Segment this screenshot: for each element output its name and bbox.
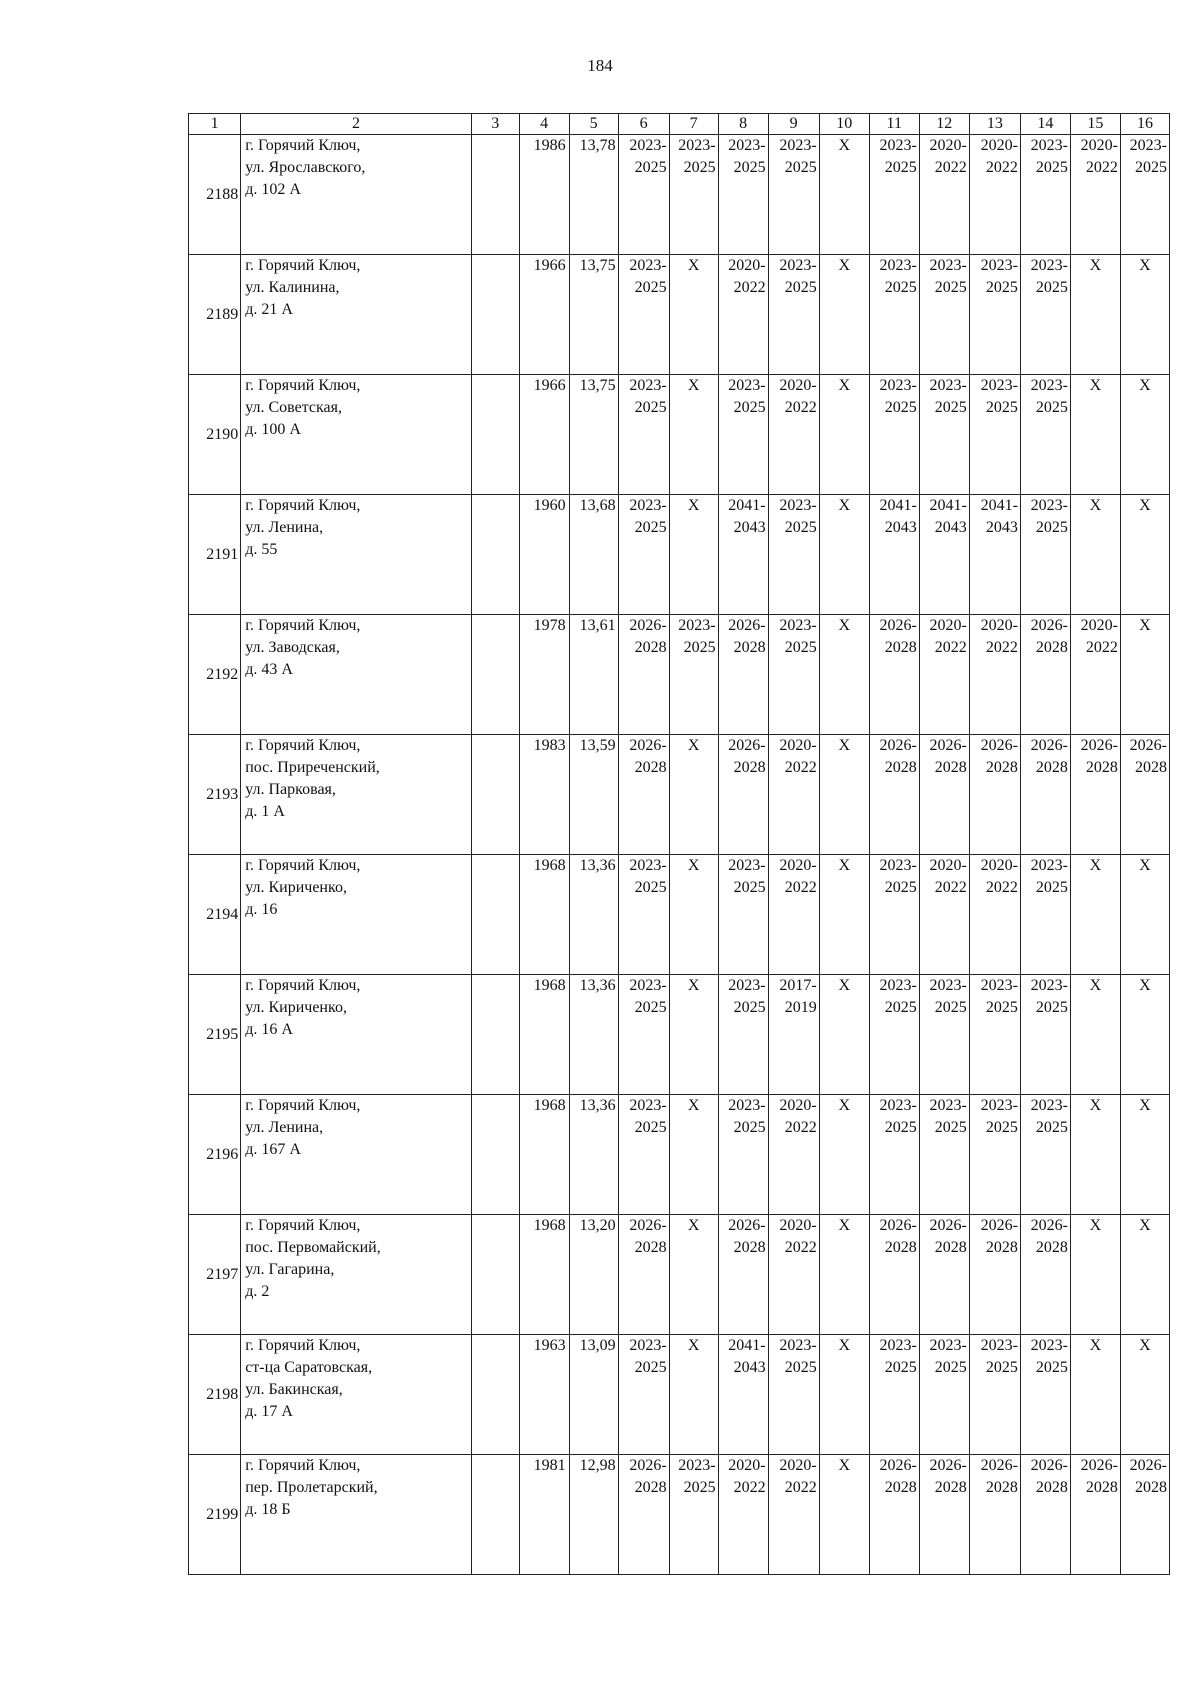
period-cell-col-16: 2026- 2028 xyxy=(1120,735,1169,855)
period-cell-col-7: X xyxy=(669,495,718,615)
period-cell-col-15: X xyxy=(1070,375,1120,495)
period-cell-col-9: 2023- 2025 xyxy=(768,1335,819,1455)
address-line: ул. Ярославского, xyxy=(245,159,366,176)
period-cell-col-16: X xyxy=(1120,615,1169,735)
period-cell-col-14: 2023- 2025 xyxy=(1020,495,1070,615)
row-number: 2189 xyxy=(189,255,241,375)
table-row xyxy=(189,1335,1170,1455)
period-cell-col-8: 2041- 2043 xyxy=(718,495,768,615)
period-cell-col-6: 2023- 2025 xyxy=(618,1095,669,1215)
column-header-8: 8 xyxy=(718,114,768,135)
period-cell-col-13: 2026- 2028 xyxy=(969,1455,1020,1575)
row-number: 2197 xyxy=(189,1215,241,1335)
period-cell-col-7: X xyxy=(669,855,718,975)
period-cell-col-10: X xyxy=(819,375,869,495)
address-line: г. Горячий Ключ, xyxy=(245,137,361,154)
period-cell-col-7: X xyxy=(669,735,718,855)
address-line: ул. Кириченко, xyxy=(245,999,347,1016)
period-cell-col-8: 2023- 2025 xyxy=(718,135,768,255)
address-cell xyxy=(241,1335,472,1455)
period-cell-col-14: 2026- 2028 xyxy=(1020,1455,1070,1575)
table-row xyxy=(189,1215,1170,1335)
column-3-cell xyxy=(471,1335,519,1455)
table-row xyxy=(189,855,1170,975)
address-line: ул. Заводская, xyxy=(245,639,340,656)
row-number: 2199 xyxy=(189,1455,241,1575)
period-cell-col-9: 2023- 2025 xyxy=(768,495,819,615)
period-cell-col-8: 2026- 2028 xyxy=(718,1215,768,1335)
period-cell-col-8: 2023- 2025 xyxy=(718,375,768,495)
year-cell: 1986 xyxy=(519,135,569,255)
address-line: д. 100 А xyxy=(245,421,301,438)
address-line: г. Горячий Ключ, xyxy=(245,737,361,754)
period-cell-col-14: 2026- 2028 xyxy=(1020,615,1070,735)
address-line: д. 55 xyxy=(245,541,278,558)
period-cell-col-7: X xyxy=(669,1095,718,1215)
row-number: 2195 xyxy=(189,975,241,1095)
year-cell: 1968 xyxy=(519,855,569,975)
table-row xyxy=(189,495,1170,615)
period-cell-col-16: X xyxy=(1120,1335,1169,1455)
period-cell-col-6: 2023- 2025 xyxy=(618,255,669,375)
address-line: г. Горячий Ключ, xyxy=(245,1217,361,1234)
period-cell-col-9: 2020- 2022 xyxy=(768,1095,819,1215)
year-cell: 1968 xyxy=(519,975,569,1095)
column-header-13: 13 xyxy=(969,114,1020,135)
table-row xyxy=(189,1455,1170,1575)
row-number: 2188 xyxy=(189,135,241,255)
register-table xyxy=(188,113,1170,1575)
value-cell: 13,68 xyxy=(569,495,618,615)
period-cell-col-7: 2023- 2025 xyxy=(669,1455,718,1575)
period-cell-col-13: 2020- 2022 xyxy=(969,135,1020,255)
period-cell-col-12: 2023- 2025 xyxy=(919,1335,969,1455)
value-cell: 13,09 xyxy=(569,1335,618,1455)
column-3-cell xyxy=(471,975,519,1095)
column-header-16: 16 xyxy=(1120,114,1169,135)
period-cell-col-6: 2023- 2025 xyxy=(618,1335,669,1455)
period-cell-col-15: X xyxy=(1070,1335,1120,1455)
page-number: 184 xyxy=(587,56,613,75)
period-cell-col-6: 2026- 2028 xyxy=(618,1455,669,1575)
period-cell-col-8: 2020- 2022 xyxy=(718,255,768,375)
period-cell-col-13: 2023- 2025 xyxy=(969,1095,1020,1215)
period-cell-col-10: X xyxy=(819,495,869,615)
period-cell-col-15: 2026- 2028 xyxy=(1070,735,1120,855)
period-cell-col-16: 2023- 2025 xyxy=(1120,135,1169,255)
address-line: г. Горячий Ключ, xyxy=(245,497,361,514)
address-line: г. Горячий Ключ, xyxy=(245,1337,361,1354)
address-line: ул. Парковая, xyxy=(245,781,336,798)
period-cell-col-8: 2023- 2025 xyxy=(718,1095,768,1215)
year-cell: 1983 xyxy=(519,735,569,855)
address-line: пер. Пролетарский, xyxy=(245,1479,378,1496)
address-line: д. 102 А xyxy=(245,181,301,198)
column-3-cell xyxy=(471,615,519,735)
year-cell: 1963 xyxy=(519,1335,569,1455)
value-cell: 13,78 xyxy=(569,135,618,255)
row-number: 2198 xyxy=(189,1335,241,1455)
period-cell-col-14: 2023- 2025 xyxy=(1020,135,1070,255)
table-row xyxy=(189,615,1170,735)
period-cell-col-16: X xyxy=(1120,375,1169,495)
table-row xyxy=(189,1095,1170,1215)
period-cell-col-13: 2026- 2028 xyxy=(969,735,1020,855)
column-3-cell xyxy=(471,495,519,615)
column-3-cell xyxy=(471,255,519,375)
period-cell-col-9: 2020- 2022 xyxy=(768,375,819,495)
period-cell-col-11: 2026- 2028 xyxy=(869,735,919,855)
address-line: ул. Калинина, xyxy=(245,279,340,296)
period-cell-col-13: 2023- 2025 xyxy=(969,255,1020,375)
address-line: г. Горячий Ключ, xyxy=(245,257,361,274)
period-cell-col-8: 2023- 2025 xyxy=(718,855,768,975)
period-cell-col-15: X xyxy=(1070,495,1120,615)
address-cell xyxy=(241,1455,472,1575)
period-cell-col-15: 2020- 2022 xyxy=(1070,615,1120,735)
period-cell-col-10: X xyxy=(819,855,869,975)
period-cell-col-16: 2026- 2028 xyxy=(1120,1455,1169,1575)
column-header-9: 9 xyxy=(768,114,819,135)
value-cell: 13,61 xyxy=(569,615,618,735)
period-cell-col-15: X xyxy=(1070,1095,1120,1215)
year-cell: 1966 xyxy=(519,255,569,375)
period-cell-col-10: X xyxy=(819,975,869,1095)
address-line: г. Горячий Ключ, xyxy=(245,977,361,994)
period-cell-col-10: X xyxy=(819,735,869,855)
period-cell-col-11: 2023- 2025 xyxy=(869,135,919,255)
period-cell-col-9: 2023- 2025 xyxy=(768,615,819,735)
period-cell-col-12: 2020- 2022 xyxy=(919,615,969,735)
period-cell-col-13: 2041- 2043 xyxy=(969,495,1020,615)
period-cell-col-16: X xyxy=(1120,1095,1169,1215)
period-cell-col-10: X xyxy=(819,255,869,375)
column-header-7: 7 xyxy=(669,114,718,135)
column-header-2: 2 xyxy=(241,114,472,135)
period-cell-col-11: 2041- 2043 xyxy=(869,495,919,615)
period-cell-col-13: 2020- 2022 xyxy=(969,615,1020,735)
period-cell-col-11: 2023- 2025 xyxy=(869,1335,919,1455)
period-cell-col-12: 2041- 2043 xyxy=(919,495,969,615)
address-line: ул. Советская, xyxy=(245,399,342,416)
value-cell: 12,98 xyxy=(569,1455,618,1575)
period-cell-col-13: 2020- 2022 xyxy=(969,855,1020,975)
value-cell: 13,75 xyxy=(569,375,618,495)
address-line: пос. Приреченский, xyxy=(245,759,380,776)
address-cell xyxy=(241,735,472,855)
period-cell-col-11: 2023- 2025 xyxy=(869,255,919,375)
period-cell-col-14: 2023- 2025 xyxy=(1020,255,1070,375)
period-cell-col-10: X xyxy=(819,1455,869,1575)
period-cell-col-9: 2023- 2025 xyxy=(768,135,819,255)
period-cell-col-9: 2020- 2022 xyxy=(768,1215,819,1335)
period-cell-col-8: 2020- 2022 xyxy=(718,1455,768,1575)
period-cell-col-9: 2017- 2019 xyxy=(768,975,819,1095)
row-number: 2191 xyxy=(189,495,241,615)
year-cell: 1968 xyxy=(519,1095,569,1215)
value-cell: 13,59 xyxy=(569,735,618,855)
value-cell: 13,75 xyxy=(569,255,618,375)
period-cell-col-12: 2026- 2028 xyxy=(919,1455,969,1575)
period-cell-col-11: 2023- 2025 xyxy=(869,1095,919,1215)
address-cell xyxy=(241,1215,472,1335)
address-line: д. 167 А xyxy=(245,1141,301,1158)
period-cell-col-12: 2020- 2022 xyxy=(919,135,969,255)
period-cell-col-15: X xyxy=(1070,255,1120,375)
period-cell-col-15: 2026- 2028 xyxy=(1070,1455,1120,1575)
period-cell-col-14: 2026- 2028 xyxy=(1020,735,1070,855)
value-cell: 13,36 xyxy=(569,855,618,975)
column-3-cell xyxy=(471,1455,519,1575)
column-header-1: 1 xyxy=(189,114,241,135)
period-cell-col-10: X xyxy=(819,1215,869,1335)
period-cell-col-6: 2023- 2025 xyxy=(618,975,669,1095)
column-header-11: 11 xyxy=(869,114,919,135)
address-line: д. 17 А xyxy=(245,1403,293,1420)
address-cell xyxy=(241,615,472,735)
period-cell-col-12: 2023- 2025 xyxy=(919,1095,969,1215)
period-cell-col-6: 2023- 2025 xyxy=(618,375,669,495)
column-header-12: 12 xyxy=(919,114,969,135)
period-cell-col-15: X xyxy=(1070,1215,1120,1335)
address-line: д. 16 А xyxy=(245,1021,293,1038)
address-line: д. 18 Б xyxy=(245,1501,291,1518)
period-cell-col-6: 2026- 2028 xyxy=(618,615,669,735)
address-line: ул. Ленина, xyxy=(245,1119,324,1136)
column-header-3: 3 xyxy=(471,114,519,135)
period-cell-col-7: X xyxy=(669,375,718,495)
period-cell-col-12: 2023- 2025 xyxy=(919,975,969,1095)
period-cell-col-13: 2023- 2025 xyxy=(969,975,1020,1095)
period-cell-col-16: X xyxy=(1120,855,1169,975)
period-cell-col-7: X xyxy=(669,1215,718,1335)
period-cell-col-10: X xyxy=(819,135,869,255)
table-row xyxy=(189,255,1170,375)
address-line: ул. Бакинская, xyxy=(245,1381,343,1398)
table-row xyxy=(189,135,1170,255)
row-number: 2192 xyxy=(189,615,241,735)
address-line: пос. Первомайский, xyxy=(245,1239,381,1256)
address-cell xyxy=(241,1095,472,1215)
period-cell-col-9: 2020- 2022 xyxy=(768,855,819,975)
period-cell-col-16: X xyxy=(1120,495,1169,615)
period-cell-col-6: 2026- 2028 xyxy=(618,735,669,855)
address-cell xyxy=(241,855,472,975)
address-line: г. Горячий Ключ, xyxy=(245,1097,361,1114)
period-cell-col-13: 2023- 2025 xyxy=(969,375,1020,495)
column-3-cell xyxy=(471,135,519,255)
address-cell xyxy=(241,255,472,375)
period-cell-col-11: 2023- 2025 xyxy=(869,975,919,1095)
year-cell: 1960 xyxy=(519,495,569,615)
column-header-6: 6 xyxy=(618,114,669,135)
period-cell-col-16: X xyxy=(1120,1215,1169,1335)
column-header-10: 10 xyxy=(819,114,869,135)
address-cell xyxy=(241,375,472,495)
period-cell-col-16: X xyxy=(1120,975,1169,1095)
address-cell xyxy=(241,495,472,615)
year-cell: 1968 xyxy=(519,1215,569,1335)
period-cell-col-15: X xyxy=(1070,975,1120,1095)
period-cell-col-11: 2026- 2028 xyxy=(869,1215,919,1335)
period-cell-col-11: 2026- 2028 xyxy=(869,1455,919,1575)
period-cell-col-8: 2023- 2025 xyxy=(718,975,768,1095)
table-row xyxy=(189,375,1170,495)
period-cell-col-12: 2026- 2028 xyxy=(919,735,969,855)
period-cell-col-7: 2023- 2025 xyxy=(669,135,718,255)
period-cell-col-6: 2026- 2028 xyxy=(618,1215,669,1335)
column-header-14: 14 xyxy=(1020,114,1070,135)
period-cell-col-13: 2023- 2025 xyxy=(969,1335,1020,1455)
period-cell-col-15: X xyxy=(1070,855,1120,975)
period-cell-col-7: X xyxy=(669,975,718,1095)
period-cell-col-9: 2020- 2022 xyxy=(768,1455,819,1575)
value-cell: 13,36 xyxy=(569,975,618,1095)
period-cell-col-11: 2023- 2025 xyxy=(869,855,919,975)
column-header-4: 4 xyxy=(519,114,569,135)
period-cell-col-10: X xyxy=(819,1095,869,1215)
table-row xyxy=(189,735,1170,855)
address-line: д. 1 А xyxy=(245,803,285,820)
column-header-15: 15 xyxy=(1070,114,1120,135)
period-cell-col-10: X xyxy=(819,615,869,735)
year-cell: 1966 xyxy=(519,375,569,495)
address-line: ст-ца Саратовская, xyxy=(245,1359,373,1376)
address-line: д. 43 А xyxy=(245,661,293,678)
address-line: г. Горячий Ключ, xyxy=(245,857,361,874)
period-cell-col-6: 2023- 2025 xyxy=(618,495,669,615)
period-cell-col-12: 2020- 2022 xyxy=(919,855,969,975)
address-line: ул. Гагарина, xyxy=(245,1261,335,1278)
row-number: 2196 xyxy=(189,1095,241,1215)
period-cell-col-15: 2020- 2022 xyxy=(1070,135,1120,255)
period-cell-col-6: 2023- 2025 xyxy=(618,135,669,255)
period-cell-col-10: X xyxy=(819,1335,869,1455)
period-cell-col-8: 2041- 2043 xyxy=(718,1335,768,1455)
period-cell-col-6: 2023- 2025 xyxy=(618,855,669,975)
period-cell-col-11: 2023- 2025 xyxy=(869,375,919,495)
period-cell-col-12: 2026- 2028 xyxy=(919,1215,969,1335)
period-cell-col-11: 2026- 2028 xyxy=(869,615,919,735)
row-number: 2190 xyxy=(189,375,241,495)
year-cell: 1978 xyxy=(519,615,569,735)
address-line: г. Горячий Ключ, xyxy=(245,377,361,394)
period-cell-col-9: 2023- 2025 xyxy=(768,255,819,375)
period-cell-col-7: X xyxy=(669,1335,718,1455)
period-cell-col-8: 2026- 2028 xyxy=(718,735,768,855)
period-cell-col-14: 2023- 2025 xyxy=(1020,975,1070,1095)
period-cell-col-13: 2026- 2028 xyxy=(969,1215,1020,1335)
period-cell-col-9: 2020- 2022 xyxy=(768,735,819,855)
address-line: г. Горячий Ключ, xyxy=(245,617,361,634)
address-line: г. Горячий Ключ, xyxy=(245,1457,361,1474)
table-row xyxy=(189,975,1170,1095)
value-cell: 13,20 xyxy=(569,1215,618,1335)
table-body xyxy=(189,135,1170,1575)
address-line: ул. Ленина, xyxy=(245,519,324,536)
address-line: д. 16 xyxy=(245,901,278,918)
row-number: 2193 xyxy=(189,735,241,855)
column-3-cell xyxy=(471,1095,519,1215)
period-cell-col-14: 2023- 2025 xyxy=(1020,375,1070,495)
period-cell-col-7: 2023- 2025 xyxy=(669,615,718,735)
column-3-cell xyxy=(471,375,519,495)
period-cell-col-14: 2023- 2025 xyxy=(1020,1335,1070,1455)
period-cell-col-12: 2023- 2025 xyxy=(919,255,969,375)
period-cell-col-14: 2026- 2028 xyxy=(1020,1215,1070,1335)
address-cell xyxy=(241,135,472,255)
address-line: д. 2 xyxy=(245,1283,270,1300)
column-3-cell xyxy=(471,855,519,975)
address-cell xyxy=(241,975,472,1095)
period-cell-col-8: 2026- 2028 xyxy=(718,615,768,735)
period-cell-col-12: 2023- 2025 xyxy=(919,375,969,495)
address-line: д. 21 А xyxy=(245,301,293,318)
column-3-cell xyxy=(471,1215,519,1335)
header-row xyxy=(189,114,1170,135)
period-cell-col-7: X xyxy=(669,255,718,375)
year-cell: 1981 xyxy=(519,1455,569,1575)
period-cell-col-14: 2023- 2025 xyxy=(1020,1095,1070,1215)
column-header-5: 5 xyxy=(569,114,618,135)
column-3-cell xyxy=(471,735,519,855)
row-number: 2194 xyxy=(189,855,241,975)
period-cell-col-14: 2023- 2025 xyxy=(1020,855,1070,975)
address-line: ул. Кириченко, xyxy=(245,879,347,896)
period-cell-col-16: X xyxy=(1120,255,1169,375)
value-cell: 13,36 xyxy=(569,1095,618,1215)
